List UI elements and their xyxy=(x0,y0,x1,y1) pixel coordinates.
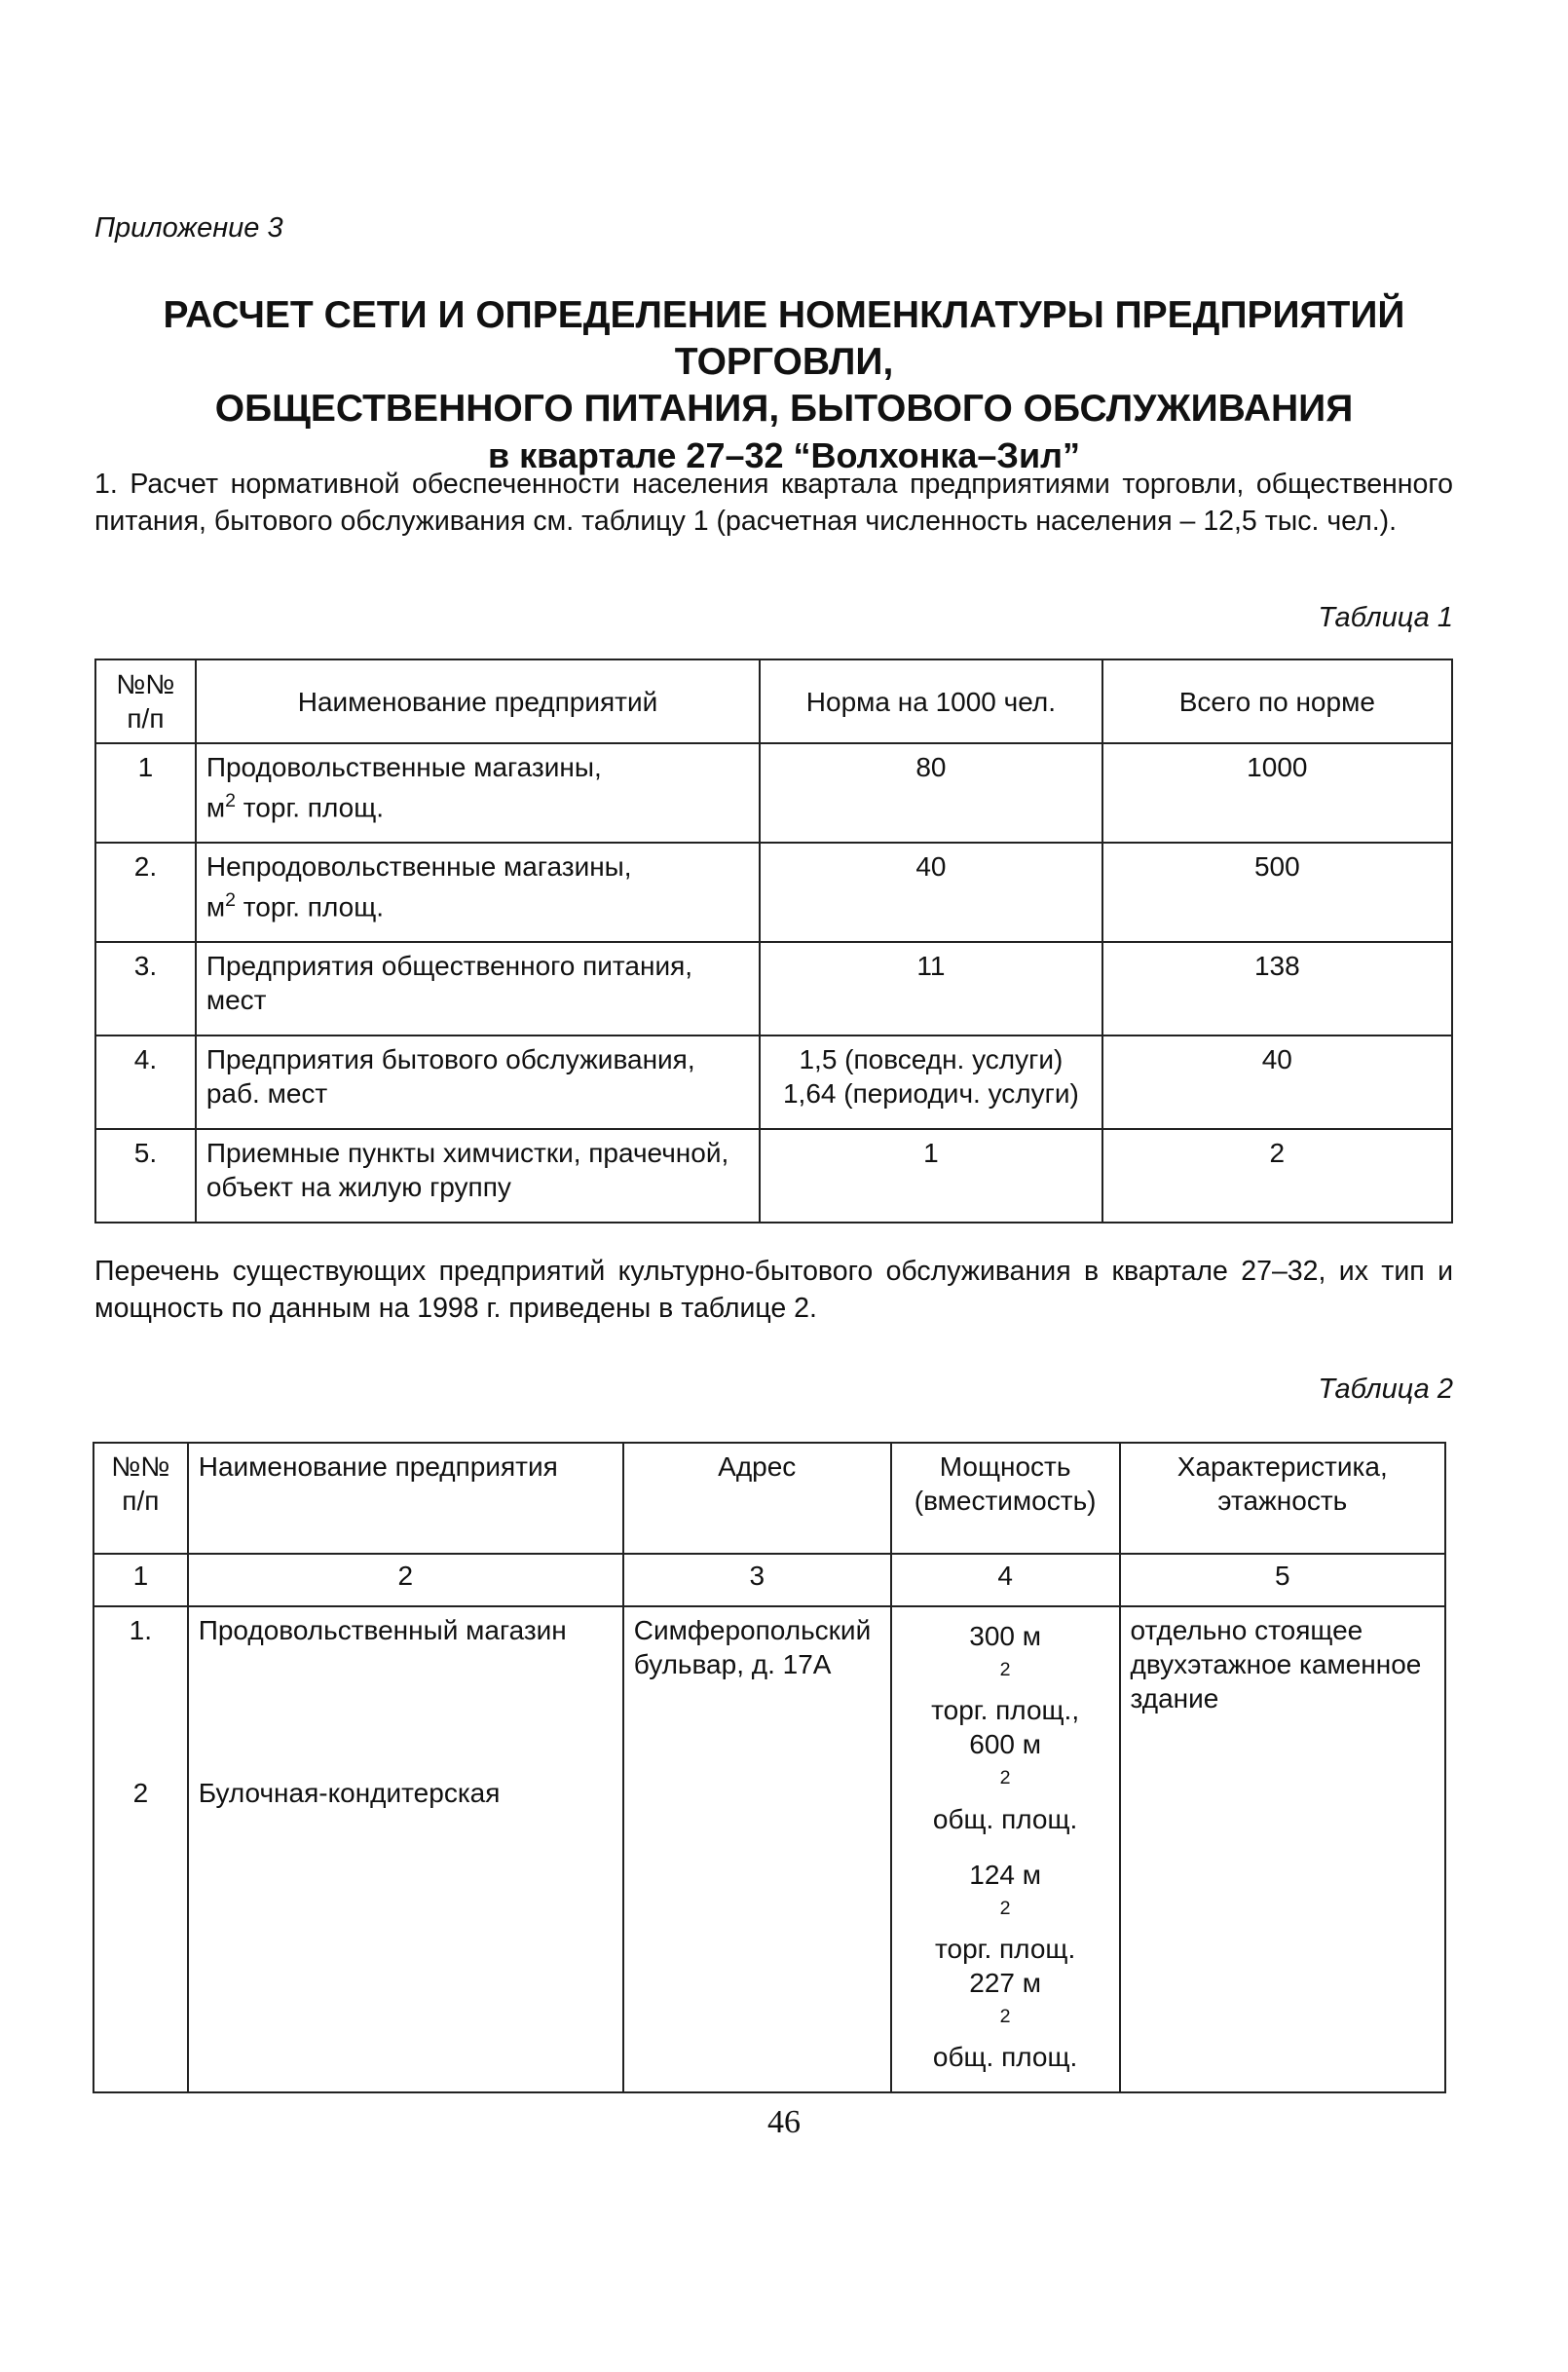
row-total: 40 xyxy=(1102,1035,1452,1129)
table2-header-address: Адрес xyxy=(623,1443,891,1554)
row-number: 5. xyxy=(95,1129,196,1223)
table2-column-numbers-row xyxy=(93,1554,1445,1606)
row-unit-sup: 2 xyxy=(225,790,237,811)
title-line-3: в квартале 27–32 “Волхонка–Зил” xyxy=(488,435,1080,475)
capacity-line: общ. площ. xyxy=(932,1803,1078,1834)
column-number: 3 xyxy=(623,1554,891,1606)
row-name-text: Непродовольственные магазины, xyxy=(205,851,632,882)
row-norm: 80 xyxy=(760,743,1101,843)
row-norm: 40 xyxy=(760,843,1101,942)
table1-caption: Таблица 1 xyxy=(1318,602,1453,633)
column-number: 4 xyxy=(891,1554,1120,1606)
table1-header-num: №№ п/п xyxy=(95,659,196,743)
table2-capacity-cell xyxy=(891,1606,1120,2092)
table2-caption: Таблица 2 xyxy=(1318,1374,1453,1405)
row-number: 2. xyxy=(95,843,196,942)
table2-header-name: Наименование предприятия xyxy=(188,1443,623,1554)
row-name: Продовольственный магазин xyxy=(198,1615,567,1645)
table-row xyxy=(95,1129,1452,1223)
column-number: 2 xyxy=(188,1554,623,1606)
column-number: 1 xyxy=(93,1554,188,1606)
capacity-line: торг. площ., xyxy=(931,1695,1080,1726)
table2-header-characteristic: Характеристика, этажность xyxy=(1120,1443,1445,1554)
row-norm-line-2: 1,64 (периодич. услуги) xyxy=(782,1078,1079,1109)
page-title xyxy=(58,292,1510,479)
capacity-line: общ. площ. xyxy=(932,2042,1078,2073)
row-total: 2 xyxy=(1102,1129,1452,1223)
row-number: 2 xyxy=(132,1778,149,1808)
capacity-value: 124 м xyxy=(969,1859,1041,1890)
row-name: Булочная-кондитерская xyxy=(198,1778,501,1808)
paragraph-table2-intro: Перечень существующих предприятий культурно-бытового обслуживания в квартале 27–32, их тип и мощность по данным на 1998 г. приведены в таблице 2. xyxy=(94,1256,1453,1324)
title-line-1: РАСЧЕТ СЕТИ И ОПРЕДЕЛЕНИЕ НОМЕНКЛАТУРЫ ПРЕДПРИЯТИЙ ТОРГОВЛИ, xyxy=(163,294,1405,383)
table1-header-name: Наименование предприятий xyxy=(196,659,760,743)
capacity-line xyxy=(902,1858,1109,1932)
row-norm: 11 xyxy=(760,942,1101,1035)
row-unit: м xyxy=(205,792,226,823)
capacity-line xyxy=(902,1727,1109,1801)
column-number: 5 xyxy=(1120,1554,1445,1606)
row-name xyxy=(196,843,760,942)
table2-numbers-cell xyxy=(93,1606,188,2092)
table-2 xyxy=(93,1442,1446,2093)
table2-header-num: №№ п/п xyxy=(93,1443,188,1554)
capacity-line: торг. площ. xyxy=(935,1933,1076,1964)
row-name xyxy=(196,743,760,843)
row-total: 1000 xyxy=(1102,743,1452,843)
row-name: Приемные пункты химчистки, прачечной, объект на жилую группу xyxy=(196,1129,760,1223)
row-norm-line-1: 1,5 (повседн. услуги) xyxy=(799,1044,1064,1074)
row-name: Предприятия общественного питания, мест xyxy=(196,942,760,1035)
row-name: Предприятия бытового обслуживания, раб. мест xyxy=(196,1035,760,1129)
row-unit-rest: торг. площ. xyxy=(236,792,385,823)
row-number: 4. xyxy=(95,1035,196,1129)
capacity-value: 300 м xyxy=(969,1621,1041,1651)
capacity-sup: 2 xyxy=(999,1659,1011,1680)
table-row xyxy=(93,1606,1445,2092)
row-unit: м xyxy=(205,891,226,922)
row-norm: 1 xyxy=(760,1129,1101,1223)
page-number: 46 xyxy=(767,2104,801,2140)
title-line-2: ОБЩЕСТВЕННОГО ПИТАНИЯ, БЫТОВОГО ОБСЛУЖИВАНИЯ xyxy=(214,388,1354,430)
table2-header-row xyxy=(93,1443,1445,1554)
appendix-label: Приложение 3 xyxy=(94,212,283,244)
capacity-sup: 2 xyxy=(999,1767,1011,1789)
table-row xyxy=(95,1035,1452,1129)
row-unit-rest: торг. площ. xyxy=(236,891,385,922)
row-unit-sup: 2 xyxy=(225,889,237,911)
table2-address-cell: Симферопольский бульвар, д. 17А xyxy=(623,1606,891,2092)
table2-characteristic-cell: отдельно стоящее двухэтажное каменное здание xyxy=(1120,1606,1445,2092)
capacity-value: 227 м xyxy=(969,1967,1041,1998)
table-row xyxy=(95,942,1452,1035)
paragraph-intro: 1. Расчет нормативной обеспеченности населения квартала предприятиями торговли, общественного питания, бытового обслуживания см. таблицу 1 (расчетная численность населения – 12,5 тыс. чел.). xyxy=(94,469,1453,537)
row-number: 1. xyxy=(129,1615,153,1645)
row-number: 3. xyxy=(95,942,196,1035)
table-row xyxy=(95,843,1452,942)
table1-header-total: Всего по норме xyxy=(1102,659,1452,743)
capacity-value: 600 м xyxy=(969,1729,1041,1760)
row-total: 138 xyxy=(1102,942,1452,1035)
capacity-line xyxy=(902,1966,1109,2040)
table1-header-norm: Норма на 1000 чел. xyxy=(760,659,1101,743)
table2-header-capacity: Мощность (вместимость) xyxy=(891,1443,1120,1554)
capacity-line xyxy=(902,1619,1109,1693)
table-1 xyxy=(94,659,1453,1224)
capacity-sup: 2 xyxy=(999,2005,1011,2027)
table2-names-cell xyxy=(188,1606,623,2092)
row-name-text: Продовольственные магазины, xyxy=(205,752,602,782)
table1-header-row xyxy=(95,659,1452,743)
capacity-sup: 2 xyxy=(999,1897,1011,1919)
row-number: 1 xyxy=(95,743,196,843)
row-total: 500 xyxy=(1102,843,1452,942)
table-row xyxy=(95,743,1452,843)
row-norm xyxy=(760,1035,1101,1129)
